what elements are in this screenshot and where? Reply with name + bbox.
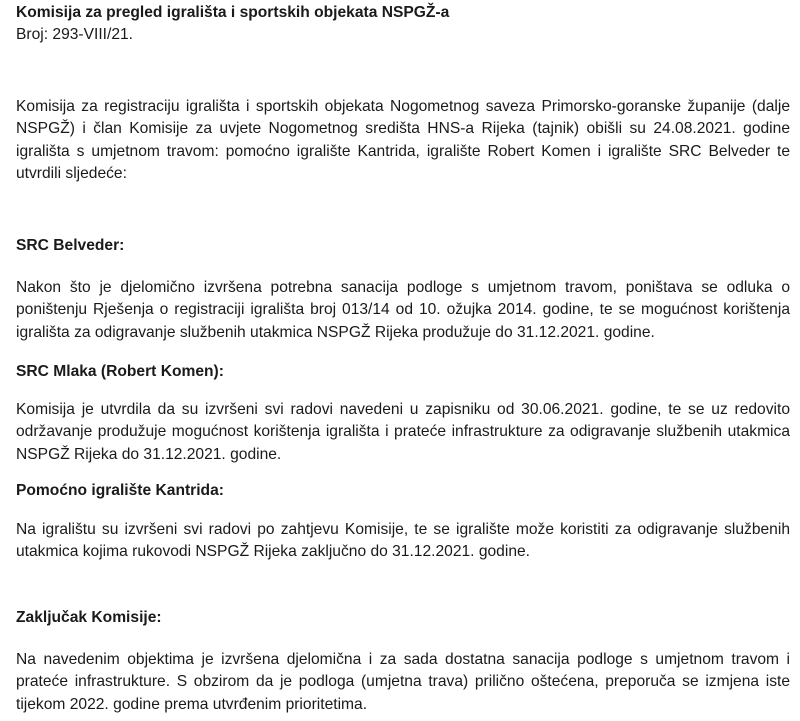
section-heading-mlaka: SRC Mlaka (Robert Komen): — [16, 363, 224, 380]
conclusion-heading: Zaključak Komisije: — [16, 609, 162, 626]
section-heading-belveder: SRC Belveder: — [16, 237, 125, 254]
section-text-kantrida: Na igralištu su izvršeni svi radovi po zahtjevu Komisije, te se igralište može koristiti za odigravanje službenih utakmica kojima rukovodi NSPGŽ Rijeka zaključno do 31.12.2021. godine. — [16, 521, 790, 561]
section-text-mlaka: Komisija je utvrdila da su izvršeni svi radovi navedeni u zapisniku od 30.06.2021. godine, te se uz redovito održavanje produžuje mogućnost korištenja igrališta i prateće infrastrukture za odigravanje službenih utakmica NSPGŽ Rijeka do 31.12.2021. godine. — [16, 401, 790, 463]
reference-number: Broj: 293-VIII/21. — [16, 26, 134, 43]
intro-paragraph: Komisija za registraciju igrališta i sportskih objekata Nogometnog saveza Primorsko-goranske županije (dalje NSPGŽ) i član Komisije za uvjete Nogometnog središta HNS-a Rijeka (tajnik) obišli su 24.08.2021. godine igrališta s umjetnom travom: pomoćno igralište Kantrida, igralište Robert Komen i igralište SRC Belveder te utvrdili sljedeće: — [16, 98, 790, 183]
committee-title: Komisija za pregled igrališta i sportskih objekata NSPGŽ-a — [16, 4, 450, 21]
conclusion-text: Na navedenim objektima je izvršena djelomična i za sada dostatna sanacija podloge s umjetnom travom i prateće infrastrukture. S obzirom da je podloga (umjetna trava) prilično oštećena, preporuča se izmjena iste tijekom 2022. godine prema utvrđenim prioritetima. — [16, 651, 790, 713]
section-text-belveder: Nakon što je djelomično izvršena potrebna sanacija podloge s umjetnom travom, poništava se odluka o poništenju Rješenja o registraciji igrališta broj 013/14 od 10. ožujka 2014. godine, te se mogućnost korištenja igrališta za odigravanje službenih utakmica NSPGŽ Rijeka produžuje do 31.12.2021. godine. — [16, 279, 790, 341]
section-heading-kantrida: Pomoćno igralište Kantrida: — [16, 482, 224, 499]
